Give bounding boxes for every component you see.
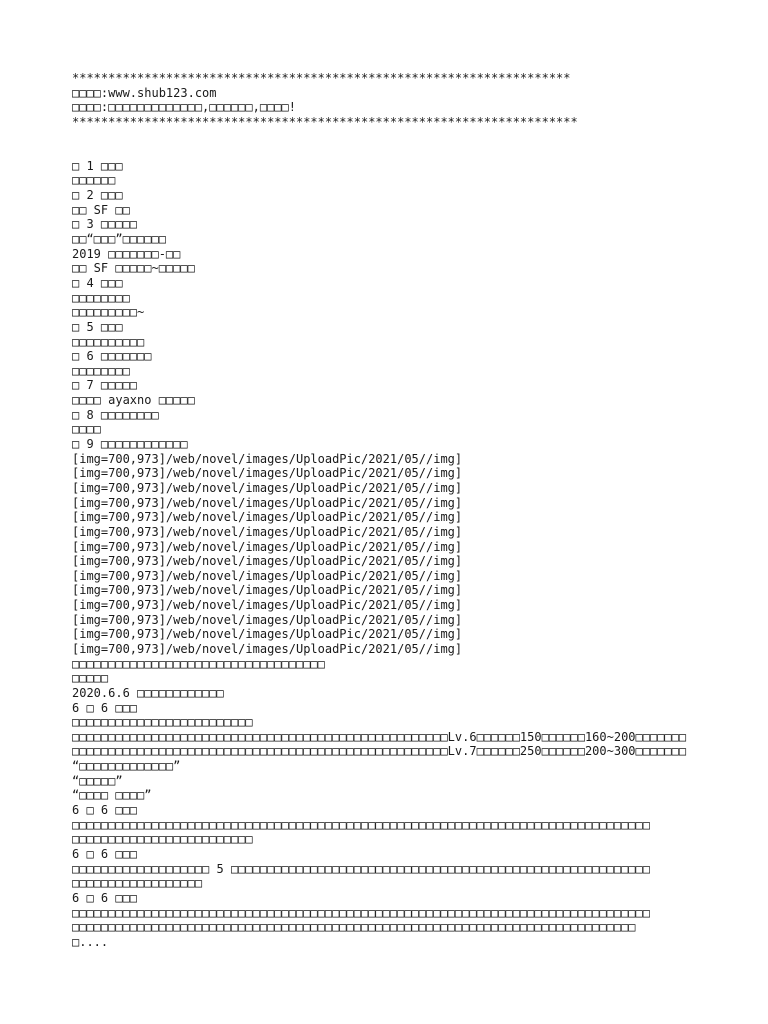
text-line: □□ SF □□□□□~□□□□□ [72, 261, 195, 276]
text-line: □.... [72, 934, 109, 949]
text-line: □□□□ [72, 422, 101, 437]
text-line: [img=700,973]/web/novel/images/UploadPic/2021/05//img] [72, 568, 463, 583]
text-line: [img=700,973]/web/novel/images/UploadPic/2021/05//img] [72, 524, 463, 539]
text-line: [img=700,973]/web/novel/images/UploadPic/2021/05//img] [72, 641, 463, 656]
text-line: [img=700,973]/web/novel/images/UploadPic/2021/05//img] [72, 627, 463, 642]
text-line: [img=700,973]/web/novel/images/UploadPic/2021/05//img] [72, 612, 463, 627]
text-line: □ 9 □□□□□□□□□□□□ [72, 437, 188, 452]
text-line: [img=700,973]/web/novel/images/UploadPic/2021/05//img] [72, 583, 463, 598]
text-line: 6 □ 6 □□□ [72, 890, 138, 905]
text-line: □ 1 □□□ [72, 158, 123, 173]
text-line: 6 □ 6 □□□ [72, 700, 138, 715]
text-line: [img=700,973]/web/novel/images/UploadPic/2021/05//img] [72, 480, 463, 495]
text-line: ********************************************************************** [72, 114, 578, 129]
text-line: [img=700,973]/web/novel/images/UploadPic/2021/05//img] [72, 554, 463, 569]
text-line: [img=700,973]/web/novel/images/UploadPic/2021/05//img] [72, 510, 463, 525]
text-line: □□□□□□□□□~ [72, 305, 145, 320]
text-line: □□□□□□□□□□ [72, 334, 145, 349]
text-line: □□□□□□ [72, 173, 116, 188]
text-line: □□□□□□□□□□□□□□□□□□□ 5 □□□□□□□□□□□□□□□□□□□□□□□□□□□□□□□□□□□□□□□□□□□□□□□□□□□□□□□□□□ [72, 861, 650, 876]
text-line: 6 □ 6 □□□ [72, 846, 138, 861]
document-body [72, 71, 732, 949]
text-line: [img=700,973]/web/novel/images/UploadPic/2021/05//img] [72, 451, 463, 466]
text-line: □ 5 □□□ [72, 319, 123, 334]
text-line: “□□□□□” [72, 773, 123, 788]
text-line: □□□□□□□□□□□□□□□□□□ [72, 876, 203, 891]
text-line: 2019 □□□□□□□-□□ [72, 246, 181, 261]
text-line: □□□□□□□□□□□□□□□□□□□□□□□□□□□□□□□□□□□□□□□□□□□□□□□□□□□□□□□□□□□□□□□□□□□□□□□□□□□□□□ [72, 920, 636, 935]
text-line: □□□□□□□□□□□□□□□□□□□□□□□□□□□□□□□□□□□□□□□□□□□□□□□□□□□□Lv.7□□□□□□250□□□□□□200~300□□□□□□□ [72, 744, 687, 759]
text-line: “□□□□□□□□□□□□□” [72, 759, 181, 774]
text-line: 2020.6.6 □□□□□□□□□□□□ [72, 685, 224, 700]
text-line: [img=700,973]/web/novel/images/UploadPic/2021/05//img] [72, 495, 463, 510]
text-line: □□□□□□□□□□□□□□□□□□□□□□□□□□□□□□□□□□□ [72, 656, 325, 671]
text-line: □ 4 □□□ [72, 275, 123, 290]
text-line: [img=700,973]/web/novel/images/UploadPic/2021/05//img] [72, 598, 463, 613]
text-line [72, 144, 732, 159]
text-line: □□□□□□□□ [72, 290, 130, 305]
text-line: □□□□□□□□□□□□□□□□□□□□□□□□□□□□□□□□□□□□□□□□□□□□□□□□□□□□□□□□□□□□□□□□□□□□□□□□□□□□□□□□ [72, 817, 650, 832]
text-line: □□ SF □□ [72, 202, 130, 217]
text-line: □□□□□□□□□□□□□□□□□□□□□□□□□ [72, 715, 253, 730]
text-line: □□□□□□□□ [72, 363, 130, 378]
text-line: □□□□□□□□□□□□□□□□□□□□□□□□□□□□□□□□□□□□□□□□□□□□□□□□□□□□Lv.6□□□□□□150□□□□□□160~200□□□□□□□ [72, 729, 687, 744]
text-line: □□□□□□□□□□□□□□□□□□□□□□□□□□□□□□□□□□□□□□□□□□□□□□□□□□□□□□□□□□□□□□□□□□□□□□□□□□□□□□□□ [72, 905, 650, 920]
text-line: □ 8 □□□□□□□□ [72, 407, 159, 422]
text-line: □□□□:□□□□□□□□□□□□□,□□□□□□,□□□□! [72, 100, 296, 115]
text-line: □ 3 □□□□□ [72, 217, 138, 232]
text-line: □□□□□□□□□□□□□□□□□□□□□□□□□ [72, 832, 253, 847]
text-line: □□□□□ [72, 671, 109, 686]
text-line: [img=700,973]/web/novel/images/UploadPic/2021/05//img] [72, 539, 463, 554]
text-line: □□□□ ayaxno □□□□□ [72, 393, 195, 408]
text-line: □□“□□□”□□□□□□ [72, 232, 166, 247]
text-line: ********************************************************************* [72, 71, 571, 85]
text-line [72, 130, 732, 145]
text-line: □□□□:www.shub123.com [72, 85, 217, 100]
text-line: □ 6 □□□□□□□ [72, 349, 152, 364]
text-line: “□□□□ □□□□” [72, 788, 152, 803]
text-line: 6 □ 6 □□□ [72, 803, 138, 818]
text-line: □ 7 □□□□□ [72, 378, 138, 393]
text-line: □ 2 □□□ [72, 188, 123, 203]
text-line: [img=700,973]/web/novel/images/UploadPic/2021/05//img] [72, 466, 463, 481]
